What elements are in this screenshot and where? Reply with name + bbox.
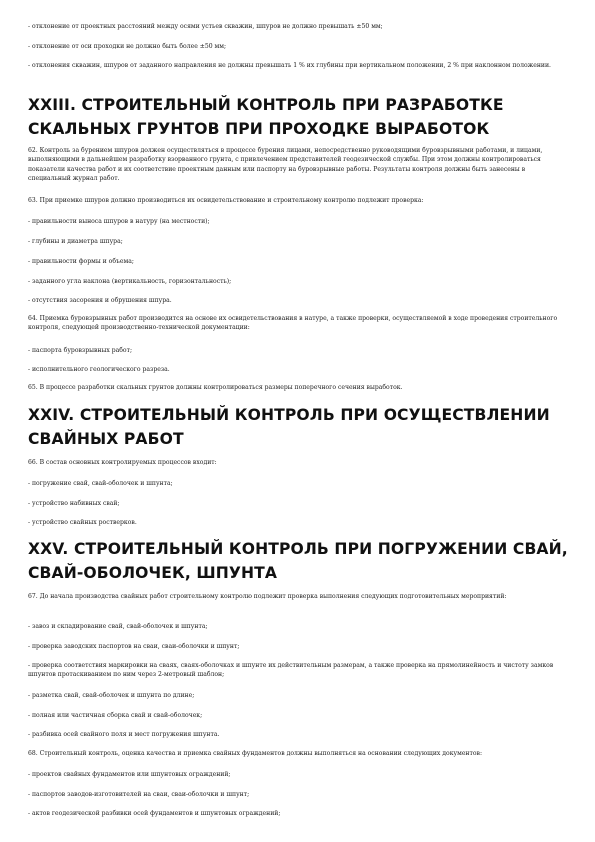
paragraph: - исполнительного геологического разреза.	[28, 366, 170, 373]
paragraph: 68. Строительный контроль, оценка качества и приемка свайных фундаментов должны выполняться на основании следующих документов:	[28, 750, 483, 757]
paragraph: - устройство набивных свай;	[28, 500, 120, 507]
paragraph: 67. До начала производства свайных работ строительному контролю подлежит проверка выполнения следующих подготовительных мероприятий:	[28, 593, 507, 600]
paragraph: - отклонение от проектных расстояний между осями устьев скважин, шпуров не должно превышать ±50 мм;	[28, 23, 383, 30]
paragraph: - заданного угла наклона (вертикальность, горизонтальность);	[28, 278, 232, 285]
paragraph: - отклонения скважин, шпуров от заданного направления не должны превышать 1 % их глубины при вертикальном положении, 2 % при наклонном положении.	[28, 62, 551, 69]
paragraph: - актов геодезической разбивки осей фундаментов и шпунтовых ограждений;	[28, 810, 281, 817]
section-heading: XXIV. СТРОИТЕЛЬНЫЙ КОНТРОЛЬ ПРИ ОСУЩЕСТВЛЕНИИ СВАЙНЫХ РАБОТ	[28, 406, 550, 448]
paragraph: - правильности формы и объема;	[28, 258, 134, 265]
paragraph: - завоз и складирование свай, свай-оболочек и шпунта;	[28, 623, 208, 630]
paragraph: - проверка соответствия маркировки на сваях, сваях-оболочках и шпунте их действительным размерам, а также проверка на прямолинейность и чистоту замков шпунтов протаскиванием по ним через 2-метровый шаблон;	[28, 662, 554, 679]
paragraph: - полная или частичная сборка свай и свай-оболочек;	[28, 712, 203, 719]
paragraph: - погружение свай, свай-оболочек и шпунта;	[28, 480, 173, 487]
paragraph: - паспорта буровзрывных работ;	[28, 347, 133, 354]
paragraph: 63. При приемке шпуров должно производиться их освидетельствование и строительному контролю подлежит проверка:	[28, 197, 424, 204]
section-heading: XXV. СТРОИТЕЛЬНЫЙ КОНТРОЛЬ ПРИ ПОГРУЖЕНИИ СВАЙ, СВАЙ-ОБОЛОЧЕК, ШПУНТА	[28, 540, 568, 582]
paragraph: 64. Приемка буровзрывных работ производится на основе их освидетельствования в натуре, а также проверки, осуществляемой в ходе проведения строительного контроля, следующей производственно-технической документации:	[28, 315, 558, 332]
paragraph: - проектов свайных фундаментов или шпунтовых ограждений;	[28, 771, 231, 778]
paragraph: - проверка заводских паспортов на сваи, сваи-оболочки и шпунт;	[28, 643, 240, 650]
paragraph: - отклонение от оси проходки не должно быть более ±50 мм;	[28, 43, 227, 50]
paragraph: - глубины и диаметра шпура;	[28, 238, 123, 245]
paragraph: - устройство свайных ростверков.	[28, 519, 137, 526]
paragraph: 65. В процессе разработки скальных грунтов должны контролироваться размеры поперечного сечения выработок.	[28, 384, 403, 391]
paragraph: - разметка свай, свай-оболочек и шпунта по длине;	[28, 692, 195, 699]
paragraph: - разбивка осей свайного поля и мест погружения шпунта.	[28, 731, 220, 738]
paragraph: 66. В состав основных контролируемых процессов входит:	[28, 459, 217, 466]
paragraph: - отсутствия засорения и обрушения шпура.	[28, 297, 172, 304]
paragraph: 62. Контроль за бурением шпуров должен осуществляться в процессе бурения лицами, непосредственно руководящими буровзрывными работами, и лицами, выполняющими в дальнейшем разработку взорванного грунта, с привлечением представителей геодезической службы. При этом должны контролироваться показатели качества работ и их соответствие проектным данным или паспорту на буровзрывные работы. Результаты контроля должны быть занесены в специальный журнал работ.	[28, 147, 543, 183]
paragraph: - правильности выноса шпуров в натуру (на местности);	[28, 218, 210, 225]
section-heading: XXIII. СТРОИТЕЛЬНЫЙ КОНТРОЛЬ ПРИ РАЗРАБОТКЕ СКАЛЬНЫХ ГРУНТОВ ПРИ ПРОХОДКЕ ВЫРАБОТОК	[28, 96, 504, 138]
paragraph: - паспортов заводов-изготовителей на сваи, сваи-оболочки и шпунт;	[28, 791, 250, 798]
